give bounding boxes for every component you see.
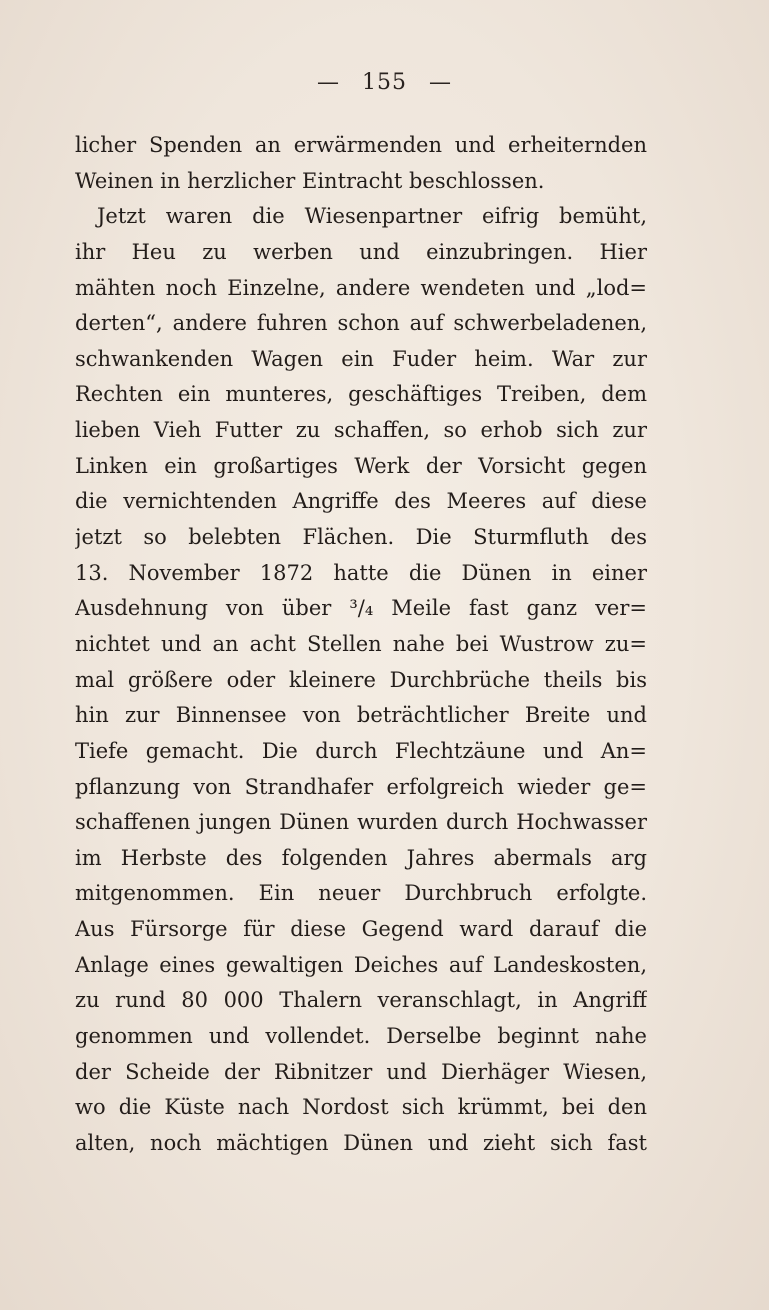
text-line: Rechten ein munteres, geschäftiges Treiben, dem xyxy=(75,382,647,407)
page-header xyxy=(0,70,769,95)
text-line: jetzt so belebten Flächen. Die Sturmfluth des xyxy=(75,525,647,550)
text-line: die vernichtenden Angriffe des Meeres auf diese xyxy=(75,489,647,514)
page-number: 155 xyxy=(362,70,407,95)
text-line: Aus Fürsorge für diese Gegend ward darauf die xyxy=(75,917,647,942)
text-line: Tiefe gemacht. Die durch Flechtzäune und An= xyxy=(75,738,647,763)
text-line: ihr Heu zu werben und einzubringen. Hier xyxy=(75,239,647,264)
text-line: lieben Vieh Futter zu schaffen, so erhob sich zur xyxy=(75,418,647,443)
text-line: schaffenen jungen Dünen wurden durch Hochwasser xyxy=(75,810,647,835)
text-line: 13. November 1872 hatte die Dünen in einer xyxy=(75,560,647,585)
text-line: der Scheide der Ribnitzer und Dierhäger Wiesen, xyxy=(75,1059,647,1084)
text-line: hin zur Binnensee von beträchtlicher Breite und xyxy=(75,703,647,728)
text-line: alten, noch mächtigen Dünen und zieht sich fast xyxy=(75,1130,647,1155)
text-line: pflanzung von Strandhafer erfolgreich wieder ge= xyxy=(75,774,647,799)
text-line: wo die Küste nach Nordost sich krümmt, bei den xyxy=(75,1095,647,1120)
text-line: Ausdehnung von über ³/₄ Meile fast ganz ver= xyxy=(75,596,647,621)
text-line: Weinen in herzlicher Eintracht beschlossen. xyxy=(75,168,545,193)
text-line: genommen und vollendet. Derselbe beginnt nahe xyxy=(75,1024,647,1049)
text-line: zu rund 80 000 Thalern veranschlagt, in Angriff xyxy=(75,988,647,1013)
text-line: Jetzt waren die Wiesenpartner eifrig bemüht, xyxy=(97,204,647,229)
text-line: nichtet und an acht Stellen nahe bei Wustrow zu= xyxy=(75,631,647,656)
body-text xyxy=(75,128,647,1162)
text-line: Linken ein großartiges Werk der Vorsicht gegen xyxy=(75,453,647,478)
text-line: mähten noch Einzelne, andere wendeten und „lod= xyxy=(75,275,647,300)
text-line: licher Spenden an erwärmenden und erheiternden xyxy=(75,133,647,157)
text-line: Anlage eines gewaltigen Deiches auf Landeskosten, xyxy=(75,952,647,977)
text-line: mitgenommen. Ein neuer Durchbruch erfolgte. xyxy=(75,881,647,906)
header-dash-left: — xyxy=(317,70,340,95)
text-line: im Herbste des folgenden Jahres abermals arg xyxy=(75,845,647,870)
header-dash-right: — xyxy=(429,70,452,95)
text-line: schwankenden Wagen ein Fuder heim. War zur xyxy=(75,346,647,371)
text-line: derten“, andere fuhren schon auf schwerbeladenen, xyxy=(75,311,647,336)
text-line: mal größere oder kleinere Durchbrüche theils bis xyxy=(75,667,647,692)
